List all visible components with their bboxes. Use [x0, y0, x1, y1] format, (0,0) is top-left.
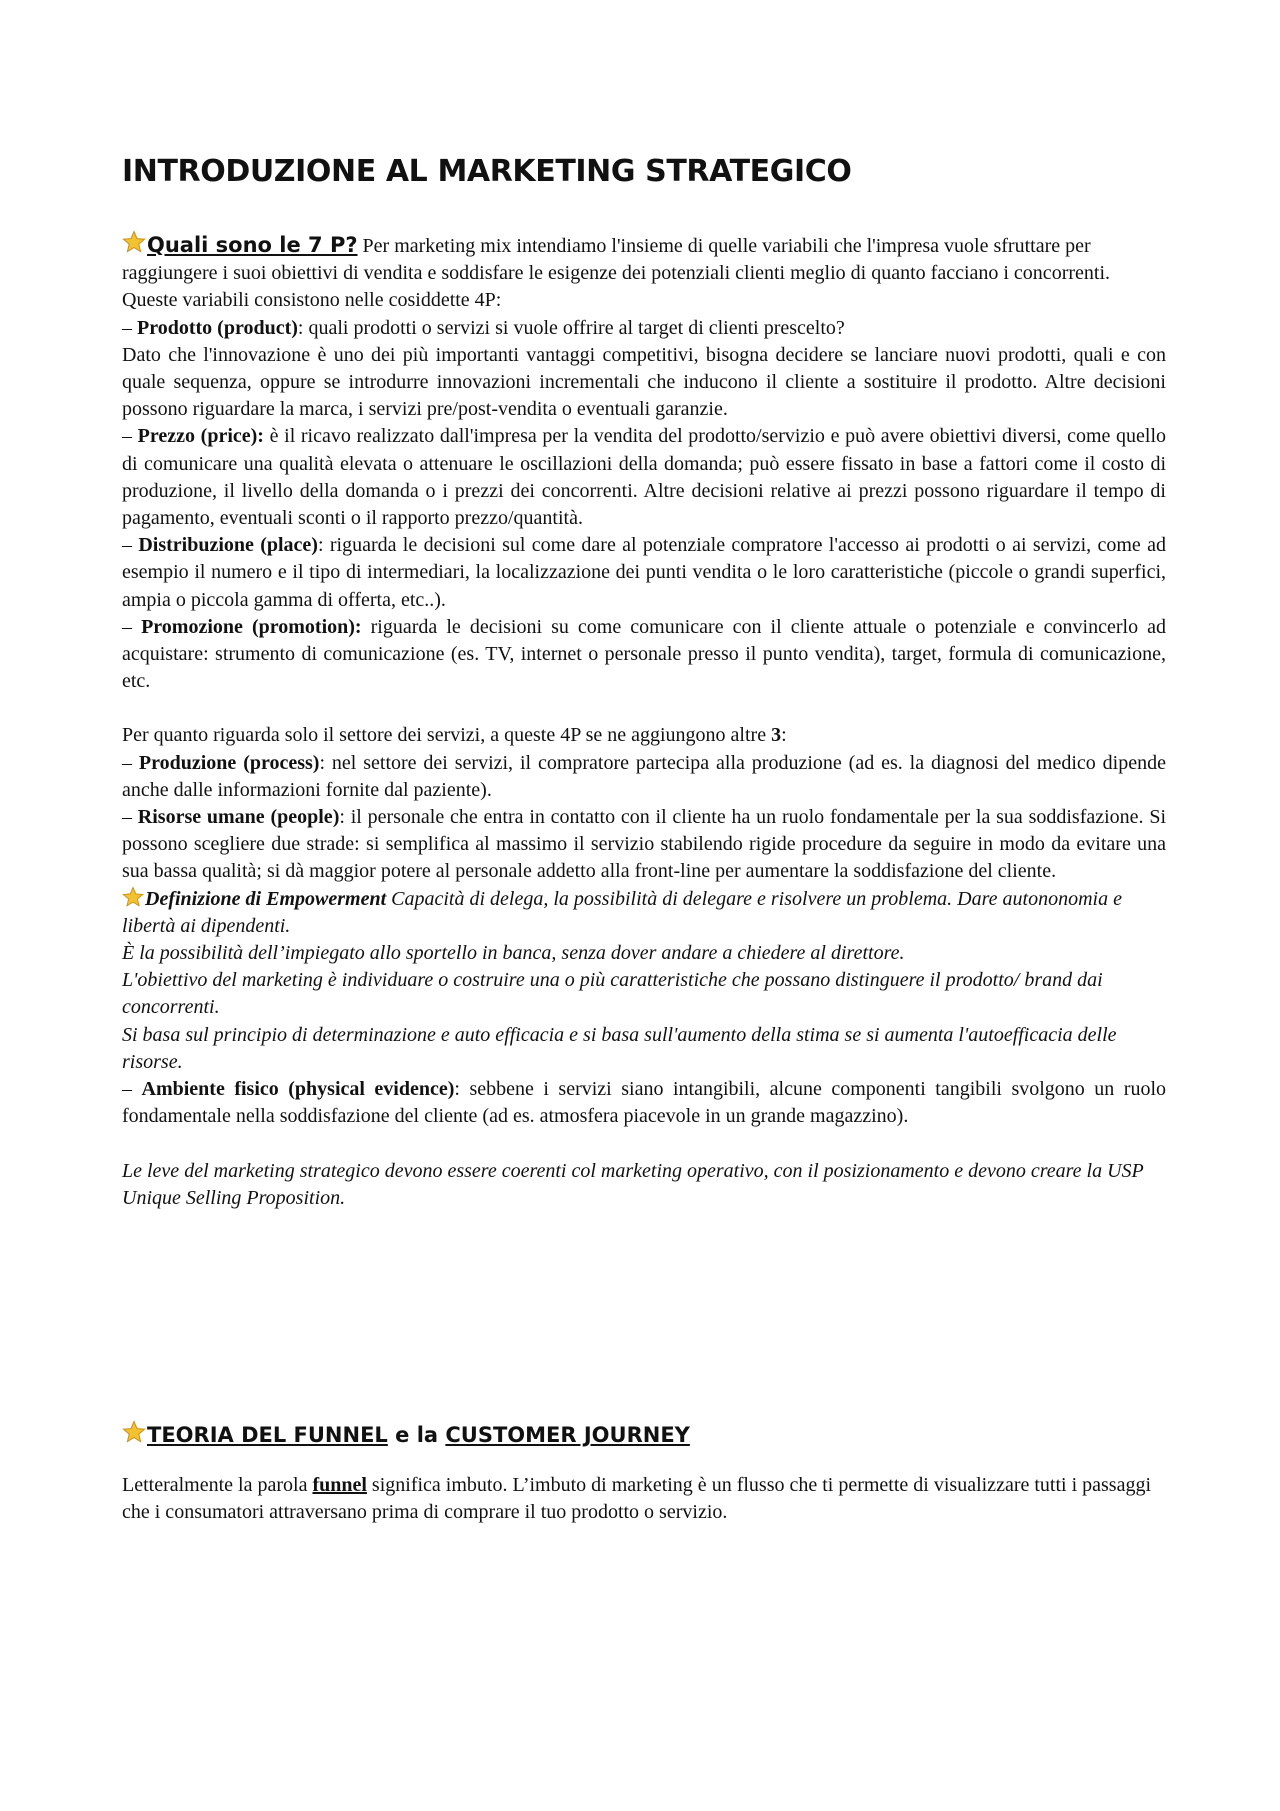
list-dash: –	[122, 751, 139, 774]
star-icon	[122, 886, 144, 908]
risorse-text: : il personale che entra in contatto con il cliente ha un ruolo fondamentale per la sua soddisfazione. Si possono scegliere due strade: si semplifica al massimo il servizio stabilendo rigide procedure da seguire in modo da evitare una sua bassa qualità; si dà maggior potere al personale addetto alla front-line per aumentare la soddisfazione del cliente.	[122, 806, 1167, 883]
star-icon	[122, 1420, 146, 1444]
prezzo-text: è il ricavo realizzato dall'impresa per la vendita del prodotto/servizio e può avere obiettivi diversi, come quello di comunicare una qualità elevata o attenuare le oscillazioni della domanda; può essere fissato in base a fattori come il costo di produzione, il livello della domanda o i prezzi dei concorrenti. Altre decisioni relative ai prezzi possono riguardare il tempo di pagamento, eventuali sconti o il rapporto prezzo/quantità.	[122, 425, 1167, 530]
promozione-item	[122, 614, 1166, 696]
empowerment-line-2: È la possibilità dell’impiegato allo sportello in banca, senza dover andare a chiedere al direttore.	[122, 942, 905, 965]
services-intro-colon: :	[781, 724, 787, 747]
star-icon	[122, 230, 146, 254]
seven-p-intro-text: Per marketing mix intendiamo l'insieme di quelle variabili che l'impresa vuole sfruttare per raggiungere i suoi obiettivi di vendita e soddisfare le esigenze dei potenziali clienti meglio di quanto facciano i concorrenti. Queste variabili consistono nelle cosiddette 4P:	[122, 235, 1110, 312]
funnel-heading-b: CUSTOMER JOURNEY	[445, 1422, 690, 1447]
document-content	[122, 152, 1166, 1526]
prodotto-label: Prodotto (product)	[137, 316, 298, 339]
empowerment-line-4: Si basa sul principio di determinazione e auto efficacia e si basa sull'aumento della stima se si aumenta l'autoefficacia delle risorse.	[122, 1023, 1117, 1073]
list-dash: –	[122, 316, 137, 339]
services-intro-text: Per quanto riguarda solo il settore dei servizi, a queste 4P se ne aggiungono altre	[122, 724, 772, 747]
funnel-heading-mid: e la	[387, 1422, 446, 1447]
closing-paragraph: Le leve del marketing strategico devono essere coerenti col marketing operativo, con il posizionamento e devono creare la USP Unique Selling Proposition.	[122, 1159, 1144, 1209]
produzione-item	[122, 750, 1166, 804]
empowerment-text: Capacità di delega, la possibilità di delegare e risolvere un problema. Dare autononomia e libertà ai dipendenti.	[122, 887, 1122, 937]
risorse-item	[122, 804, 1166, 886]
prodotto-text: : quali prodotti o servizi si vuole offrire al target di clienti prescelto?	[297, 316, 845, 339]
risorse-label: Risorse umane (people)	[137, 806, 340, 829]
funnel-heading	[122, 1420, 1166, 1450]
services-intro-count: 3	[771, 724, 782, 747]
list-dash: –	[122, 1078, 142, 1101]
page-title: INTRODUZIONE AL MARKETING STRATEGICO	[122, 154, 852, 189]
seven-p-intro-paragraph	[122, 230, 1166, 315]
seven-p-heading: Quali sono le 7 P?	[147, 233, 358, 257]
ambiente-text: : sebbene i servizi siano intangibili, alcune componenti tangibili svolgono un ruolo fondamentale nella soddisfazione del cliente (ad es. atmosfera piacevole in un grande magazzino).	[122, 1078, 1166, 1128]
empowerment-label: Definizione di Empowerment	[145, 887, 387, 910]
produzione-text: : nel settore dei servizi, il compratore partecipa alla produzione (ad es. la diagnosi del medico dipende anche dalle informazioni fornite dal paziente).	[122, 751, 1166, 801]
funnel-para-rest: significa imbuto. L’imbuto di marketing è un flusso che ti permette di visualizzare tutti i passaggi che i consumatori attraversano prima di comprare il tuo prodotto o servizio.	[122, 1473, 1152, 1524]
services-intro	[122, 722, 1166, 749]
list-dash: –	[122, 425, 138, 448]
funnel-keyword: funnel	[312, 1473, 367, 1496]
produzione-label: Produzione (process)	[138, 751, 320, 774]
list-dash: –	[122, 534, 139, 557]
distribuzione-item	[122, 532, 1166, 614]
ambiente-item	[122, 1076, 1166, 1130]
distribuzione-text: : riguarda le decisioni sul come dare al potenziale compratore l'accesso ai prodotti o ai servizi, come ad esempio il numero e il tipo di intermediari, la localizzazione dei punti vendita o le loro caratteristiche (piccole o grandi superfici, ampia o piccola gamma di offerta, etc..).	[122, 534, 1167, 611]
funnel-heading-a: TEORIA DEL FUNNEL	[147, 1422, 388, 1447]
list-dash: –	[122, 806, 138, 829]
promozione-text: riguarda le decisioni su come comunicare con il cliente attuale o potenziale e convincerlo ad acquistare: strumento di comunicazione (es. TV, internet o personale presso il punto vendita), target, formula di comunicazione, etc.	[122, 615, 1167, 693]
empowerment-definition	[122, 886, 1166, 940]
distribuzione-label: Distribuzione (place)	[138, 534, 318, 557]
funnel-paragraph	[122, 1472, 1166, 1526]
prezzo-label: Prezzo (price):	[137, 425, 264, 448]
promozione-label: Promozione (promotion):	[141, 615, 362, 638]
prodotto-paragraph: Dato che l'innovazione è uno dei più importanti vantaggi competitivi, bisogna decidere se lanciare nuovi prodotti, quali e con quale sequenza, oppure se introdurre innovazioni incrementali che inducono il cliente a sostituire il prodotto. Altre decisioni possono riguardare la marca, i servizi pre/post-vendita o eventuali garanzie.	[122, 343, 1166, 421]
prezzo-item	[122, 423, 1166, 532]
empowerment-line-3: L'obiettivo del marketing è individuare o costruire una o più caratteristiche che possano distinguere il prodotto/ brand dai concorrenti.	[122, 969, 1103, 1019]
ambiente-label: Ambiente fisico (physical evidence)	[141, 1078, 455, 1101]
prodotto-item	[122, 315, 1166, 342]
list-dash: –	[122, 615, 142, 638]
funnel-para-text: Letteralmente la parola	[122, 1473, 313, 1496]
